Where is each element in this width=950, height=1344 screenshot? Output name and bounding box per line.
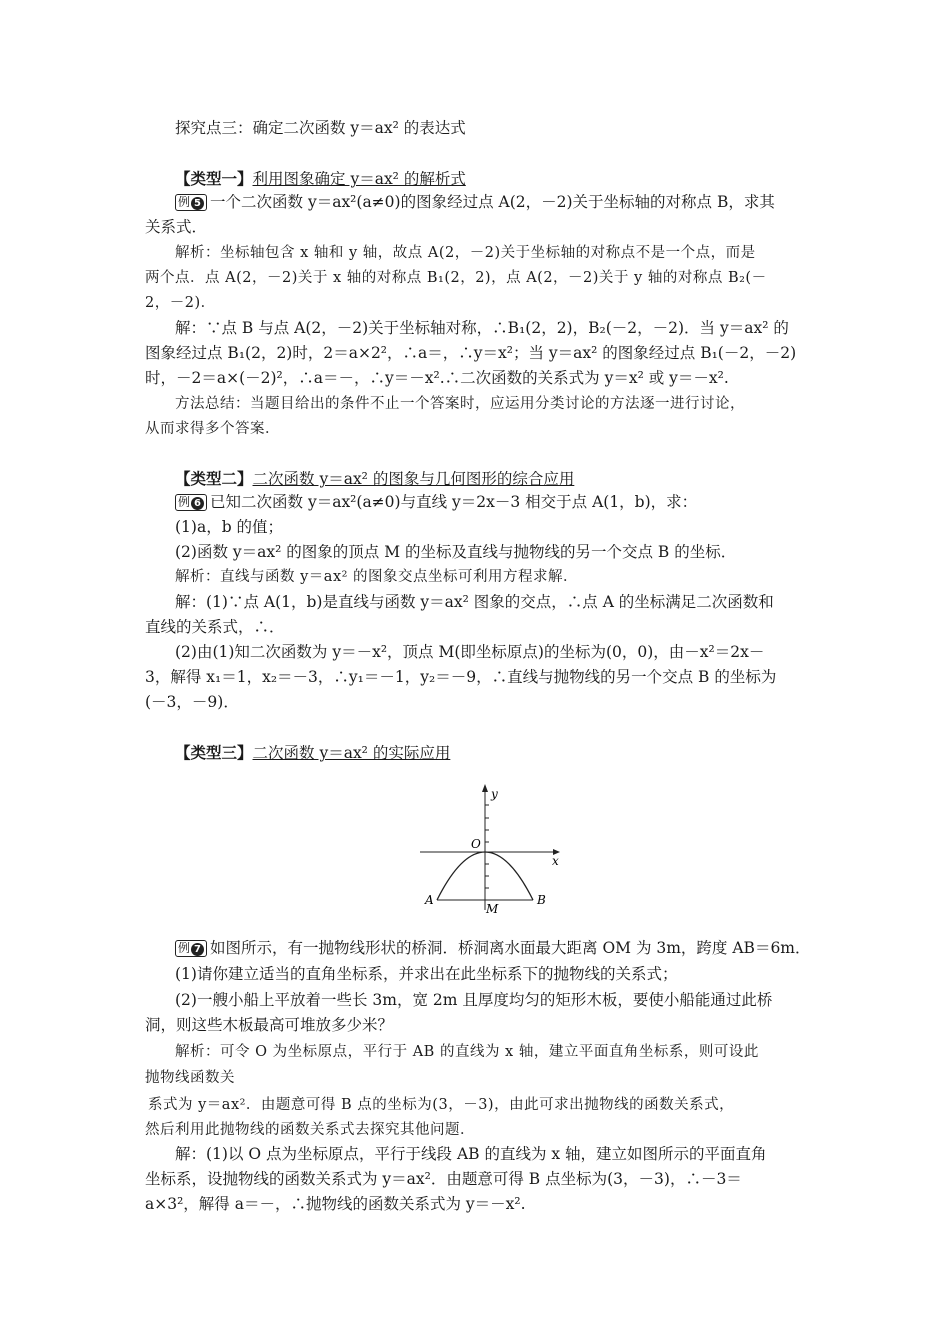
example5-summary-line1: 方法总结：当题目给出的条件不止一个答案时，应运用分类讨论的方法逐一进行讨论， bbox=[175, 396, 745, 412]
example5-summary-line2: 从而求得多个答案． bbox=[145, 421, 280, 437]
example6-solution-line2: 直线的关系式，∴． bbox=[145, 618, 285, 636]
example6-problem-line1: 例 6 已知二次函数 y＝ax²(a≠0)与直线 y＝2x－3 相交于点 A(1，b)，求： bbox=[175, 490, 840, 515]
type3-title-prefix: 【类型三】 bbox=[175, 743, 253, 762]
point-b-label: B bbox=[537, 893, 546, 907]
example7-analysis-line3: 系式为 y＝ax²．由题意可得 B 点的坐标为(3，－3)，由此可求出抛物线的函数关系式， bbox=[148, 1097, 735, 1113]
example7-analysis-line1: 解析：可令 O 为坐标原点，平行于 AB 的直线为 x 轴，建立平面直角坐标系，则可设此 bbox=[175, 1044, 759, 1060]
x-axis-label: x bbox=[552, 854, 559, 868]
example-badge: 例 6 bbox=[175, 494, 207, 511]
type1-title-text: 利用图象确定 y＝ax² 的解析式 bbox=[252, 170, 466, 188]
example6-solution-line3: (2)由(1)知二次函数为 y＝－x²，顶点 M(即坐标原点)的坐标为(0，0)，由－x²＝2x－ bbox=[175, 643, 765, 661]
origin-label: O bbox=[471, 837, 481, 851]
example7-analysis-line4: 然后利用此抛物线的函数关系式去探究其他问题． bbox=[145, 1122, 475, 1138]
example-badge: 例 7 bbox=[175, 940, 207, 957]
example7-analysis-line2: 抛物线函数关 bbox=[145, 1070, 235, 1086]
example5-analysis-line2: 两个点．点 A(2，－2)关于 x 轴的对称点 B₁(2，2)，点 A(2，－2)关于 y 轴的对称点 B₂(－ bbox=[145, 270, 767, 286]
y-axis-label: y bbox=[491, 787, 498, 801]
example6-solution-line1: 解：(1)∵点 A(1，b)是直线与函数 y＝ax² 图象的交点，∴点 A 的坐标满足二次函数和 bbox=[175, 593, 774, 611]
example6-analysis-line1: 解析：直线与函数 y＝ax² 的图象交点坐标可利用方程求解． bbox=[175, 569, 579, 585]
y-axis-ticks bbox=[485, 805, 489, 888]
example7-solution-line3: a×3²，解得 a＝－，∴抛物线的函数关系式为 y＝－x². bbox=[145, 1195, 526, 1213]
example6-question1: (1)a，b 的值； bbox=[175, 518, 284, 536]
type3-title-text: 二次函数 y＝ax² 的实际应用 bbox=[252, 744, 451, 762]
example7-question2-line1: (2)一艘小船上平放着一些长 3m，宽 2m 且厚度均匀的矩形木板，要使小船能通过此桥 bbox=[175, 991, 773, 1009]
example7-solution-line2: 坐标系，设抛物线的函数关系式为 y＝ax²．由题意可得 B 点坐标为(3，－3)，∴－3＝ bbox=[145, 1170, 742, 1188]
example5-problem-line1: 例 5 一个二次函数 y＝ax²(a≠0)的图象经过点 A(2，－2)关于坐标轴的对称点 B，求其 bbox=[175, 190, 840, 215]
example7-solution-line1: 解：(1)以 O 点为坐标原点，平行于线段 AB 的直线为 x 轴，建立如图所示的平面直角 bbox=[175, 1145, 767, 1163]
example5-solution-line3: 时，－2＝a×(－2)²，∴a＝－，∴y＝－x².∴二次函数的关系式为 y＝x² 或 y＝－x². bbox=[145, 369, 729, 387]
example5-solution-line1: 解：∵点 B 与点 A(2，－2)关于坐标轴对称，∴B₁(2，2)，B₂(－2，－2)．当 y＝ax² 的 bbox=[175, 319, 789, 337]
example5-analysis-line1: 解析：坐标轴包含 x 轴和 y 轴，故点 A(2，－2)关于坐标轴的对称点不是一个点，而是 bbox=[175, 245, 756, 261]
example7-question2-line2: 洞，则这些木板最高可堆放多少米？ bbox=[145, 1016, 394, 1034]
type1-title bbox=[175, 166, 840, 192]
type1-title-prefix: 【类型一】 bbox=[175, 169, 253, 188]
example-badge: 例 5 bbox=[175, 194, 207, 211]
example5-solution-line2: 图象经过点 B₁(2，2)时，2＝a×2²，∴a＝，∴y＝x²；当 y＝ax² 的图象经过点 B₁(－2，－2) bbox=[145, 344, 797, 362]
type2-title-prefix: 【类型二】 bbox=[175, 469, 253, 488]
bridge-arch-figure bbox=[415, 780, 575, 915]
type3-title bbox=[175, 740, 840, 766]
example5-analysis-line3: 2，－2)． bbox=[145, 295, 216, 311]
y-axis-arrow bbox=[482, 784, 488, 792]
point-m-label: M bbox=[486, 902, 499, 915]
example7-problem-line1: 例 7 如图所示，有一抛物线形状的桥洞．桥洞离水面最大距离 OM 为 3m，跨度 AB＝6m． bbox=[175, 936, 840, 961]
section-heading: 探究点三：确定二次函数 y＝ax² 的表达式 bbox=[175, 119, 466, 137]
type2-title bbox=[175, 466, 840, 492]
example6-question2: (2)函数 y＝ax² 的图象的顶点 M 的坐标及直线与抛物线的另一个交点 B 的坐标． bbox=[175, 543, 737, 561]
example5-problem-line2: 关系式． bbox=[145, 218, 208, 236]
example7-question1: (1)请你建立适当的直角坐标系，并求出在此坐标系下的抛物线的关系式； bbox=[175, 965, 678, 983]
type2-title-text: 二次函数 y＝ax² 的图象与几何图形的综合应用 bbox=[252, 470, 575, 488]
example6-solution-line5: (－3，－9)． bbox=[145, 693, 239, 711]
example6-solution-line4: 3，解得 x₁＝1，x₂＝－3，∴y₁＝－1，y₂＝－9，∴直线与抛物线的另一个交点 B 的坐标为 bbox=[145, 668, 777, 686]
point-a-label: A bbox=[425, 893, 434, 907]
